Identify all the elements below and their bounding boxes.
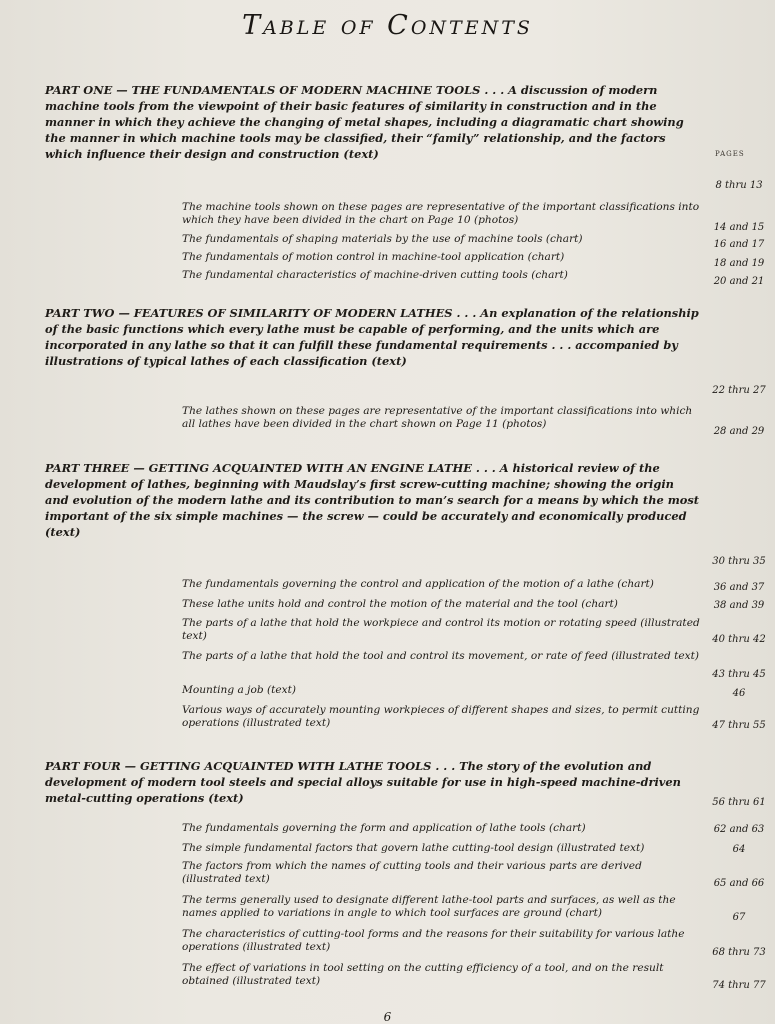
part-three-entry-pages: 47 thru 55 <box>712 720 766 731</box>
part-one-entry: The fundamentals of motion control in machine-tool application (chart) <box>182 251 565 263</box>
part-three-entry: Various ways of accurately mounting workpieces of different shapes and sizes, to permit cutting operations (illustrated text) <box>182 704 700 729</box>
part-four-entry: The factors from which the names of cutting tools and their various parts are derived (illustrated text) <box>182 860 642 885</box>
part-four-entry: The terms generally used to designate different lathe-tool parts and surfaces, as well as the names applied to variations in angle to which tool surfaces are ground (chart) <box>182 894 676 919</box>
part-four-entry: The effect of variations in tool setting on the cutting efficiency of a tool, and on the result obtained (illustrated text) <box>182 962 664 987</box>
part-three-entry: Mounting a job (text) <box>182 684 297 696</box>
part-one-entry: The fundamental characteristics of machine-driven cutting tools (chart) <box>182 269 568 281</box>
part-one-entry-pages: 18 and 19 <box>713 258 765 269</box>
part-four-entry: The fundamentals governing the form and application of lathe tools (chart) <box>182 822 586 834</box>
part-two-entry-pages: 28 and 29 <box>713 426 765 437</box>
part-four-entry-pages: 74 thru 77 <box>712 980 766 991</box>
part-three-entry: The parts of a lathe that hold the workpiece and control its motion or rotating speed (illustrated text) <box>182 617 700 642</box>
part-three-entry-pages: 40 thru 42 <box>712 634 766 645</box>
part-four-entry-pages: 67 <box>732 912 746 923</box>
part-four-entry-pages: 62 and 63 <box>713 824 765 835</box>
part-three-entry: The parts of a lathe that hold the tool and control its movement, or rate of feed (illustrated text) <box>182 650 700 662</box>
part-one-entry-pages: 14 and 15 <box>713 222 765 233</box>
page-number: 6 <box>383 1010 392 1024</box>
part-one-entry-pages: 16 and 17 <box>713 239 765 250</box>
part-three-entry-pages: 38 and 39 <box>713 600 765 611</box>
part-four-entry-pages: 68 thru 73 <box>712 947 766 958</box>
part-one-description: PART ONE — THE FUNDAMENTALS OF MODERN MACHINE TOOLS . . . A discussion of modern machine tools from the viewpoint of their basic features of similarity in construction and in the manner in which they achieve the changing of metal shapes, including a diagramatic chart showing the manner in which machine tools may be classified, their “family” relationship, and the factors which influence their design and construction (text) <box>45 83 684 161</box>
part-three-entry: The fundamentals governing the control and application of the motion of a lathe (chart) <box>182 578 654 590</box>
part-four-description: PART FOUR — GETTING ACQUAINTED WITH LATHE TOOLS . . . The story of the evolution and development of modern tool steels and special alloys suitable for use in high-speed machine-driven metal-cutting operations (text) <box>45 759 681 805</box>
part-one-entry-pages: 20 and 21 <box>713 276 765 287</box>
part-four-pages: 56 thru 61 <box>712 797 766 808</box>
part-three-description: PART THREE — GETTING ACQUAINTED WITH AN ENGINE LATHE . . . A historical review of the development of lathes, beginning with Maudslay’s first screw-cutting machine; showing the origin and evolution of the modern lathe and its contribution to man’s search for a means by which the most important of the six simple machines — the screw — could be accurately and economically produced (text) <box>45 461 700 539</box>
part-one-pages: 8 thru 13 <box>715 180 763 191</box>
part-one-entry: The fundamentals of shaping materials by the use of machine tools (chart) <box>182 233 583 245</box>
part-two-description: PART TWO — FEATURES OF SIMILARITY OF MODERN LATHES . . . An explanation of the relationship of the basic functions which every lathe must be capable of performing, and the units which are incorporated in any lathe so that it can fulfill these fundamental requirements . . . accompanied by illustrations of typical lathes of each classification (text) <box>45 306 699 368</box>
part-three-entry-pages: 46 <box>732 688 746 699</box>
part-three-entry: These lathe units hold and control the motion of the material and the tool (chart) <box>182 598 618 610</box>
part-two-entry: The lathes shown on these pages are representative of the important classifications into which all lathes have been divided in the chart shown on Page 11 (photos) <box>182 405 693 430</box>
part-three-entry-pages: 43 thru 45 <box>712 669 766 680</box>
part-four-entry-pages: 64 <box>732 844 746 855</box>
page-title: Table of Contents <box>242 10 533 41</box>
part-three-pages: 30 thru 35 <box>712 556 766 567</box>
part-one-entry: The machine tools shown on these pages are representative of the important classifications into which they have been divided in the chart on Page 10 (photos) <box>182 201 700 226</box>
part-four-entry: The simple fundamental factors that govern lathe cutting-tool design (illustrated text) <box>182 842 645 854</box>
part-four-entry: The characteristics of cutting-tool forms and the reasons for their suitability for various lathe operations (illustrated text) <box>182 928 685 953</box>
part-three-entry-pages: 36 and 37 <box>713 582 765 593</box>
part-two-pages: 22 thru 27 <box>712 385 766 396</box>
pages-column-header: PAGES <box>715 150 745 158</box>
part-four-entry-pages: 65 and 66 <box>713 878 765 889</box>
